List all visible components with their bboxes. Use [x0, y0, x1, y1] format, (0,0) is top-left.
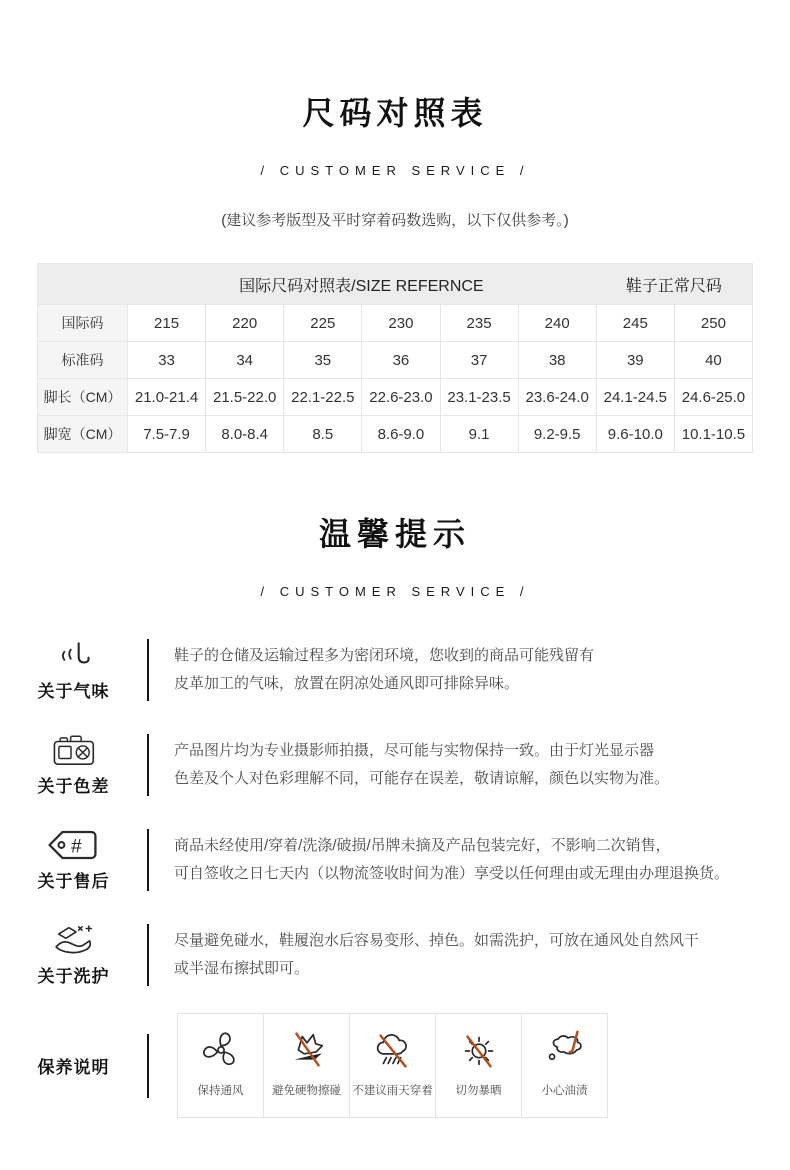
value-cell: 215 [127, 304, 205, 341]
tip-text-line: 鞋子的仓储及运输过程多为密闭环境，您收到的商品可能残留有 [174, 646, 595, 664]
care-caption: 保持通风 [197, 1085, 244, 1097]
table-row-foot-length [38, 378, 752, 415]
tip-blocks [0, 633, 790, 991]
value-cell: 22.6-23.0 [361, 378, 439, 415]
value-cell: 225 [283, 304, 361, 341]
care-item-avoid-hard-objects [263, 1013, 350, 1118]
size-section-title: 尺码对照表 [302, 95, 488, 131]
care-item-oil-stain [521, 1013, 608, 1118]
tip-label: 关于气味 [37, 681, 110, 701]
care-boxes [177, 1013, 608, 1118]
value-cell: 235 [440, 304, 518, 341]
value-cell: 8.0-8.4 [205, 415, 283, 452]
value-cell: 35 [283, 341, 361, 378]
fan-icon [198, 1027, 244, 1073]
size-section-subtitle: / CUSTOMER SERVICE / [260, 163, 530, 178]
value-cell: 240 [518, 304, 596, 341]
value-cell: 220 [205, 304, 283, 341]
size-chart-section [0, 0, 790, 453]
tip-label: 关于色差 [37, 776, 110, 796]
table-row-international-size [38, 304, 752, 341]
value-cell: 9.1 [440, 415, 518, 452]
table-row-standard-size [38, 341, 752, 378]
tip-text-line: 尽量避免碰水，鞋履泡水后容易变形、掉色。如需洗护，可放在通风处自然风干 [174, 931, 700, 949]
value-cell: 8.6-9.0 [361, 415, 439, 452]
tip-text-line: 商品未经使用/穿着/洗涤/破损/吊牌未摘及产品包装完好，不影响二次销售， [174, 836, 671, 854]
value-cell: 34 [205, 341, 283, 378]
care-caption: 小心油渍 [541, 1085, 588, 1097]
tip-block-odor [0, 633, 790, 706]
care-item-ventilation [177, 1013, 264, 1118]
value-cell: 21.0-21.4 [127, 378, 205, 415]
row-label-cell: 脚长（CM） [38, 378, 127, 415]
size-table [37, 263, 753, 453]
tip-label: 关于洗护 [37, 966, 110, 986]
value-cell: 8.5 [283, 415, 361, 452]
value-cell: 36 [361, 341, 439, 378]
tips-section-subtitle: / CUSTOMER SERVICE / [260, 584, 530, 599]
value-cell: 250 [674, 304, 752, 341]
value-cell: 7.5-7.9 [127, 415, 205, 452]
size-table-header [38, 264, 752, 304]
value-cell: 37 [440, 341, 518, 378]
value-cell: 39 [596, 341, 674, 378]
table-row-foot-width [38, 415, 752, 452]
value-cell: 22.1-22.5 [283, 378, 361, 415]
tip-block-washing-care [0, 918, 790, 991]
price-tag-icon [45, 828, 102, 862]
value-cell: 38 [518, 341, 596, 378]
oil-stain-icon [542, 1027, 588, 1073]
tip-block-after-sale [0, 823, 790, 896]
no-sun-icon [456, 1027, 502, 1073]
hand-wash-icon [51, 923, 95, 957]
value-cell: 23.1-23.5 [440, 378, 518, 415]
tip-text-line: 可自签收之日七天内（以物流签收时间为准）享受以任何理由或无理由办理退换货。 [174, 864, 730, 882]
care-caption: 切勿暴晒 [455, 1085, 502, 1097]
tips-section [0, 453, 790, 991]
tip-text-line: 色差及个人对色彩理解不同，可能存在误差，敬请谅解，颜色以实物为准。 [174, 769, 670, 787]
svg-text:#: # [71, 835, 82, 857]
tips-section-title: 温馨提示 [318, 516, 471, 552]
value-cell: 23.6-24.0 [518, 378, 596, 415]
care-caption: 避免硬物擦碰 [272, 1085, 341, 1097]
size-table-header-title: 国际尺码对照表/SIZE REFERNCE [239, 277, 484, 295]
value-cell: 21.5-22.0 [205, 378, 283, 415]
value-cell: 9.6-10.0 [596, 415, 674, 452]
care-item-no-rain [349, 1013, 436, 1118]
value-cell: 24.1-24.5 [596, 378, 674, 415]
care-section-label: 保养说明 [37, 1058, 110, 1077]
value-cell: 33 [127, 341, 205, 378]
tip-text-line: 或半湿布擦拭即可。 [174, 959, 310, 977]
care-item-no-sun-exposure [435, 1013, 522, 1118]
tip-text-line: 皮革加工的气味，放置在阴凉处通风即可排除异味。 [174, 674, 520, 692]
size-table-header-right: 鞋子正常尺码 [625, 277, 722, 295]
nose-icon [50, 638, 97, 672]
value-cell: 230 [361, 304, 439, 341]
no-hard-object-icon [284, 1027, 330, 1073]
row-label-cell: 脚宽（CM） [38, 415, 127, 452]
value-cell: 40 [674, 341, 752, 378]
value-cell: 9.2-9.5 [518, 415, 596, 452]
care-section [0, 1013, 790, 1118]
vertical-divider [147, 1034, 149, 1098]
tip-text-line: 产品图片均为专业摄影师拍摄，尽可能与实物保持一致。由于灯光显示器 [174, 741, 655, 759]
tip-label: 关于售后 [37, 871, 110, 891]
tip-block-color-difference [0, 728, 790, 801]
value-cell: 245 [596, 304, 674, 341]
value-cell: 24.6-25.0 [674, 378, 752, 415]
row-label-cell: 标准码 [38, 341, 127, 378]
no-rain-icon [370, 1027, 416, 1073]
care-caption: 不建议雨天穿着 [352, 1085, 433, 1097]
size-section-note: (建议参考版型及平时穿着码数选购，以下仅供参考。) [221, 212, 569, 229]
camera-icon [52, 733, 96, 767]
value-cell: 10.1-10.5 [674, 415, 752, 452]
row-label-cell: 国际码 [38, 304, 127, 341]
